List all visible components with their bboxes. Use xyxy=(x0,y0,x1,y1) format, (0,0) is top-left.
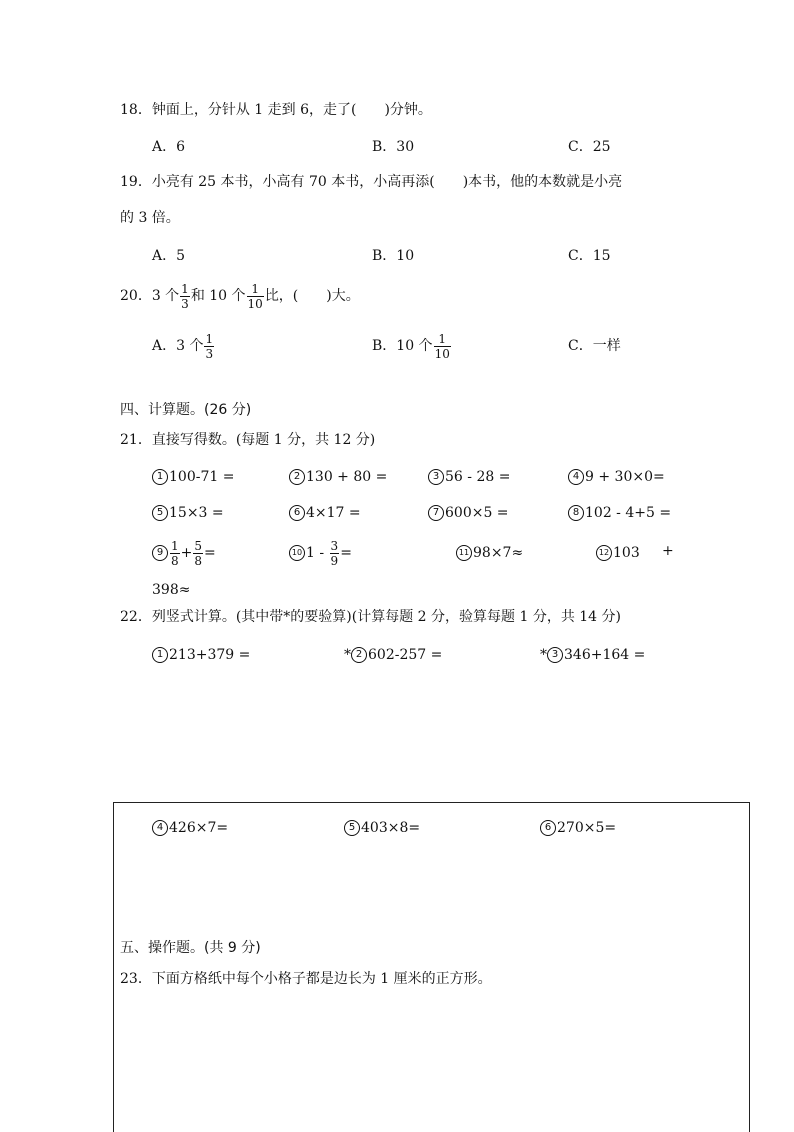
q21-item-4 xyxy=(568,467,665,487)
q20-prefix: 20．3 个 xyxy=(120,288,180,304)
q21-item-6 xyxy=(289,503,361,523)
q20-suffix: 比，( )大。 xyxy=(264,288,360,304)
q19-stem-line2: 的 3 倍。 xyxy=(120,210,180,226)
q21-expr-3: 56 - 28 = xyxy=(445,469,511,485)
q20-b-frac-den: 10 xyxy=(434,346,450,361)
q20-b-frac-num: 1 xyxy=(434,332,451,347)
q21-item-7 xyxy=(428,503,509,523)
circled-number-2: 2 xyxy=(289,469,305,485)
q21-item-12 xyxy=(596,543,640,563)
q20-option-b-prefix: B．10 个 xyxy=(372,338,433,354)
q19-option-b[interactable]: B．10 xyxy=(372,248,415,264)
q21-item-10-fraction xyxy=(330,539,340,568)
q21-10-pre: 1 - xyxy=(306,545,329,561)
q21-9-op: + xyxy=(180,545,193,561)
circled-number-5: 5 xyxy=(152,505,168,521)
q21-10-f-den: 9 xyxy=(330,553,339,568)
circled-number-4: 4 xyxy=(568,469,584,485)
q21-item-2 xyxy=(289,467,387,487)
q20-option-a[interactable] xyxy=(152,328,215,364)
q19-option-a[interactable]: A．5 xyxy=(152,248,186,264)
circled-number-1: 1 xyxy=(152,469,168,485)
circled-number-5: 5 xyxy=(344,820,360,836)
q21-expr-4: 9 + 30×0= xyxy=(585,469,665,485)
q23-stem: 23．下面方格纸中每个小格子都是边长为 1 厘米的正方形。 xyxy=(120,971,492,987)
q21-expr-7: 600×5 = xyxy=(445,505,509,521)
q18-option-b[interactable]: B．30 xyxy=(372,139,415,155)
q20-option-c[interactable]: C．一样 xyxy=(568,338,621,354)
q21-item-10 xyxy=(289,535,352,571)
q20-frac1-den: 3 xyxy=(181,296,189,311)
q22-item-1 xyxy=(152,645,250,665)
q21-10-f-num: 3 xyxy=(330,538,339,553)
circled-number-11: 11 xyxy=(456,545,472,561)
circled-number-8: 8 xyxy=(568,505,584,521)
q20-fraction-2 xyxy=(247,282,264,311)
q21-expr-6: 4×17 = xyxy=(306,505,361,521)
circled-number-1: 1 xyxy=(152,647,168,663)
circled-number-6: 6 xyxy=(289,505,305,521)
q21-stem: 21．直接写得数。(每题 1 分，共 12 分) xyxy=(120,432,376,448)
q21-9-eq: = xyxy=(204,545,216,561)
q20-option-a-prefix: A．3 个 xyxy=(152,338,204,354)
q22-expr-1: 213+379 = xyxy=(169,647,251,663)
q18-option-c[interactable]: C．25 xyxy=(568,139,611,155)
q20-a-frac-num: 1 xyxy=(205,331,214,346)
circled-number-3: 3 xyxy=(547,647,563,663)
q22-star-2: * xyxy=(344,647,351,663)
q21-item-12-plus: + xyxy=(662,543,674,559)
q22-expr-2: 602-257 = xyxy=(368,647,443,663)
q19-stem-line1: 19．小亮有 25 本书，小高有 70 本书，小高再添( )本书，他的本数就是小亮 xyxy=(120,174,623,190)
q21-expr-2: 130 + 80 = xyxy=(306,469,388,485)
q22-item-2 xyxy=(344,645,442,665)
q21-10-eq: = xyxy=(340,545,352,561)
q21-expr-8: 102 - 4+5 = xyxy=(585,505,672,521)
q21-expr-12: 103 xyxy=(613,545,640,561)
q21-item-9-fraction-2 xyxy=(193,539,203,568)
q20-mid: 和 10 个 xyxy=(190,288,246,304)
q21-item-1 xyxy=(152,467,234,487)
q18-stem: 18．钟面上，分针从 1 走到 6，走了( )分钟。 xyxy=(120,102,432,118)
q22-expr-5: 403×8= xyxy=(361,820,421,836)
q20-option-a-fraction xyxy=(204,332,214,361)
q21-item-12-continuation: 398≈ xyxy=(152,582,191,598)
q22-item-4 xyxy=(152,818,228,838)
answer-frame xyxy=(113,802,750,1132)
q20-stem xyxy=(120,278,360,314)
q21-9-f1-num: 1 xyxy=(171,538,179,553)
q20-frac1-num: 1 xyxy=(181,281,189,296)
q22-expr-6: 270×5= xyxy=(557,820,617,836)
circled-number-4: 4 xyxy=(152,820,168,836)
q20-option-b-fraction xyxy=(434,332,451,361)
section-5-title: 五、操作题。(共 9 分) xyxy=(120,940,261,956)
q21-item-3 xyxy=(428,467,510,487)
q21-expr-1: 100-71 = xyxy=(169,469,235,485)
q20-frac2-den: 10 xyxy=(247,296,263,311)
q21-9-f1-den: 8 xyxy=(171,553,179,568)
q20-fraction-1 xyxy=(180,282,190,311)
q22-expr-4: 426×7= xyxy=(169,820,229,836)
q21-9-f2-den: 8 xyxy=(194,553,203,568)
q22-stem: 22．列竖式计算。(其中带*的要验算)(计算每题 2 分，验算每题 1 分，共 14 分) xyxy=(120,609,621,625)
q21-expr-5: 15×3 = xyxy=(169,505,224,521)
q22-expr-3: 346+164 = xyxy=(564,647,646,663)
q19-option-c[interactable]: C．15 xyxy=(568,248,611,264)
circled-number-7: 7 xyxy=(428,505,444,521)
q22-item-3 xyxy=(540,645,645,665)
circled-number-9: 9 xyxy=(152,545,168,561)
circled-number-3: 3 xyxy=(428,469,444,485)
section-4-title: 四、计算题。(26 分) xyxy=(120,402,252,418)
circled-number-12: 12 xyxy=(596,545,612,561)
q21-item-8 xyxy=(568,503,671,523)
q22-star-3: * xyxy=(540,647,547,663)
q20-option-b[interactable] xyxy=(372,328,452,364)
q21-expr-11: 98×7≈ xyxy=(473,545,524,561)
circled-number-2: 2 xyxy=(351,647,367,663)
q21-item-9 xyxy=(152,535,216,571)
circled-number-6: 6 xyxy=(540,820,556,836)
circled-number-10: 10 xyxy=(289,545,305,561)
q21-item-5 xyxy=(152,503,224,523)
q21-9-f2-num: 5 xyxy=(194,538,203,553)
q22-item-6 xyxy=(540,818,616,838)
q21-item-9-fraction-1 xyxy=(170,539,180,568)
q20-a-frac-den: 3 xyxy=(205,346,214,361)
q21-item-11 xyxy=(456,543,523,563)
q20-frac2-num: 1 xyxy=(247,282,264,297)
q22-item-5 xyxy=(344,818,420,838)
q18-option-a[interactable]: A．6 xyxy=(152,139,186,155)
